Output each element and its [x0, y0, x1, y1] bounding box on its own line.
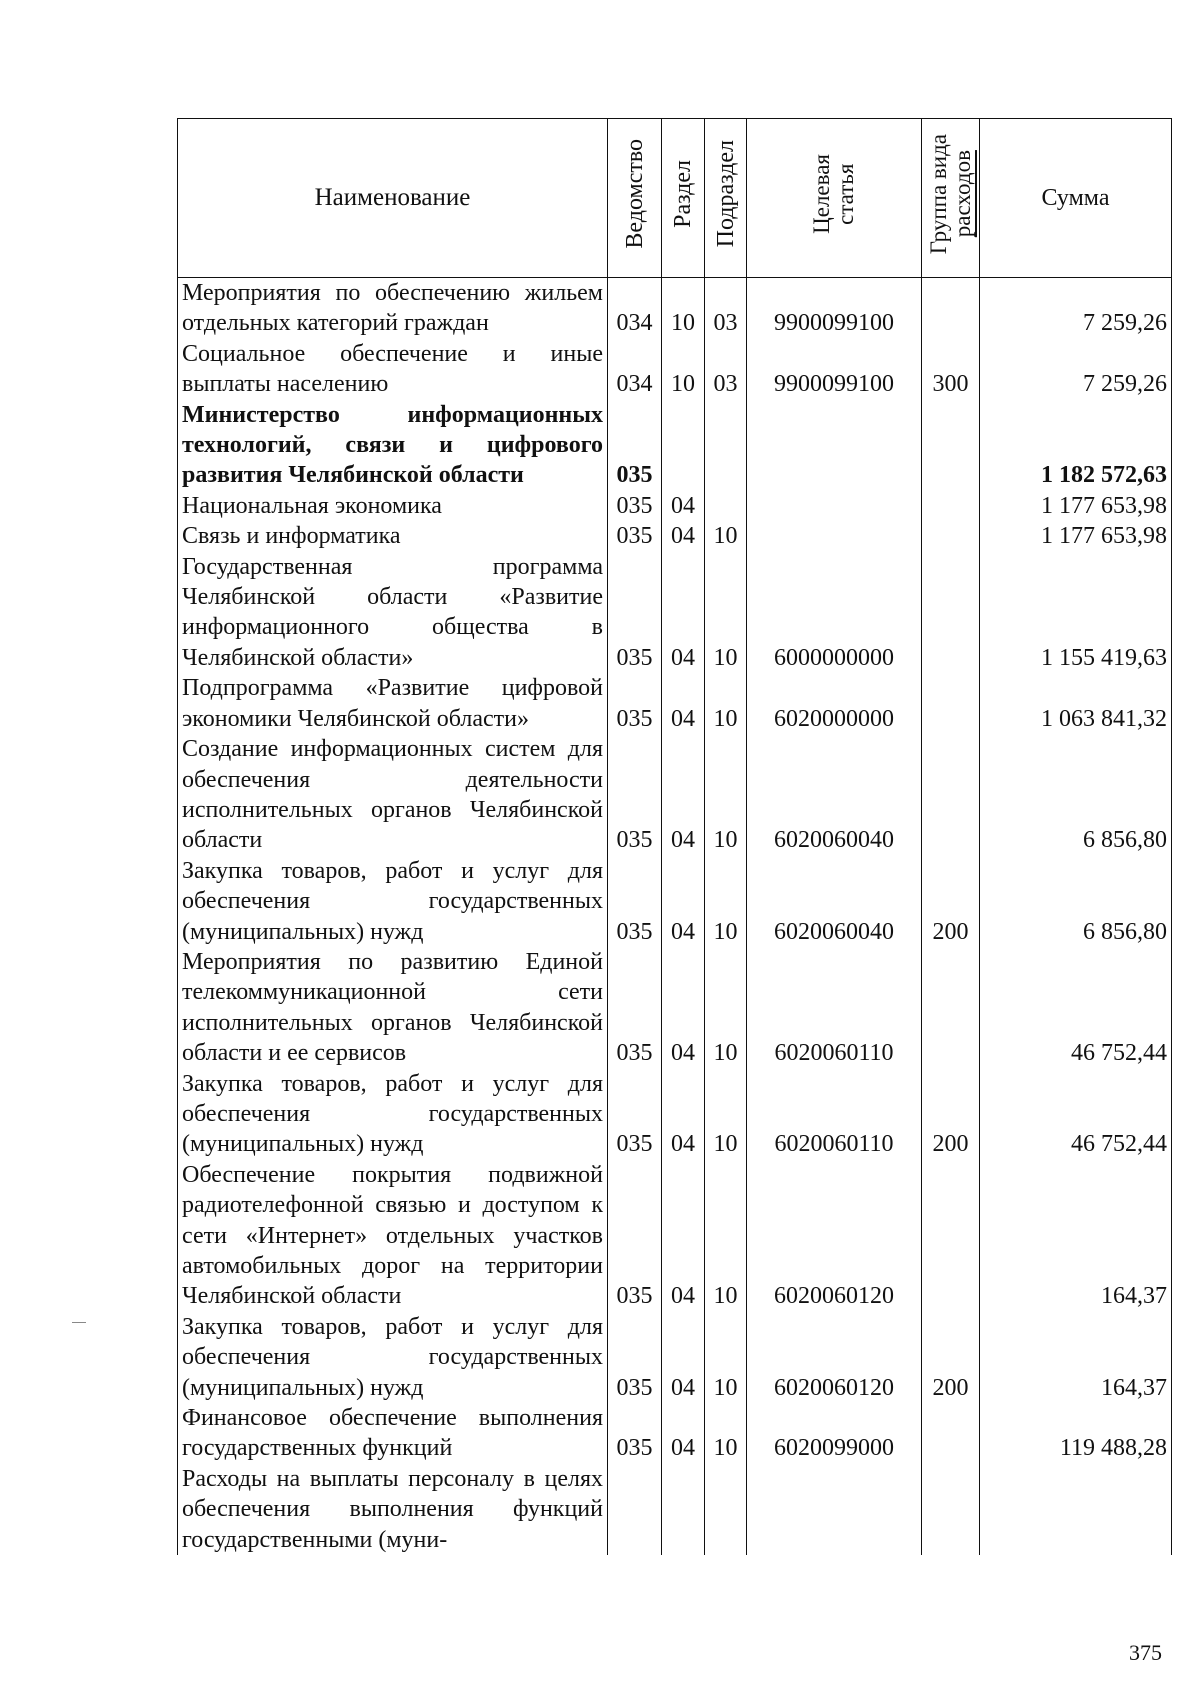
cell-section: 04	[662, 734, 705, 856]
header-section: Раздел	[662, 119, 705, 278]
cell-subsection: 10	[705, 1069, 747, 1160]
cell-name: Социальное обеспечение и иные выплаты населению	[178, 339, 608, 400]
cell-group	[922, 552, 980, 674]
cell-group	[922, 947, 980, 1069]
cell-sum: 164,37	[980, 1312, 1172, 1403]
cell-target: 6020099000	[747, 1403, 922, 1464]
header-sum: Сумма	[980, 119, 1172, 278]
cell-sum: 119 488,28	[980, 1403, 1172, 1464]
cell-name: Создание информационных систем для обеспечения деятельности исполнительных органов Челябинской области	[178, 734, 608, 856]
cell-name: Государственная программа Челябинской области «Развитие информационного общества в Челябинской области»	[178, 552, 608, 674]
cell-dept: 035	[608, 1160, 662, 1312]
cell-sum: 6 856,80	[980, 734, 1172, 856]
table-row	[178, 552, 1172, 674]
cell-dept: 034	[608, 339, 662, 400]
cell-dept: 035	[608, 1403, 662, 1464]
cell-dept: 035	[608, 1069, 662, 1160]
header-group	[922, 119, 980, 278]
cell-sum: 1 155 419,63	[980, 552, 1172, 674]
cell-name: Мероприятия по обеспечению жильем отдельных категорий граждан	[178, 278, 608, 339]
cell-sum: 1 063 841,32	[980, 673, 1172, 734]
cell-section: 04	[662, 1160, 705, 1312]
cell-sum: 1 177 653,98	[980, 491, 1172, 521]
cell-name: Национальная экономика	[178, 491, 608, 521]
cell-dept: 035	[608, 947, 662, 1069]
cell-group	[922, 734, 980, 856]
cell-dept: 035	[608, 1312, 662, 1403]
cell-target: 6020060120	[747, 1312, 922, 1403]
cell-target: 9900099100	[747, 339, 922, 400]
cell-dept: 035	[608, 673, 662, 734]
cell-target: 6020060040	[747, 856, 922, 947]
cell-target: 6020060110	[747, 947, 922, 1069]
cell-target: 6020060120	[747, 1160, 922, 1312]
cell-target	[747, 491, 922, 521]
cell-dept	[608, 1464, 662, 1555]
cell-sum: 7 259,26	[980, 278, 1172, 339]
cell-subsection: 10	[705, 1312, 747, 1403]
cell-name: Финансовое обеспечение выполнения государственных функций	[178, 1403, 608, 1464]
cell-name: Обеспечение покрытия подвижной радиотелефонной связью и доступом к сети «Интернет» отдельных участков автомобильных дорог на территории Челябинской области	[178, 1160, 608, 1312]
cell-group: 200	[922, 856, 980, 947]
cell-sum: 6 856,80	[980, 856, 1172, 947]
cell-subsection: 10	[705, 1403, 747, 1464]
cell-subsection: 10	[705, 1160, 747, 1312]
cell-subsection: 10	[705, 521, 747, 551]
cell-target: 6020060040	[747, 734, 922, 856]
cell-target	[747, 1464, 922, 1555]
cell-group	[922, 491, 980, 521]
cell-sum: 46 752,44	[980, 1069, 1172, 1160]
table-row	[178, 339, 1172, 400]
cell-subsection: 03	[705, 278, 747, 339]
cell-target: 6020000000	[747, 673, 922, 734]
cell-section: 04	[662, 552, 705, 674]
cell-name: Министерство информационных технологий, связи и цифрового развития Челябинской области	[178, 400, 608, 491]
cell-subsection: 10	[705, 673, 747, 734]
cell-subsection: 10	[705, 947, 747, 1069]
cell-dept: 035	[608, 400, 662, 491]
table-row	[178, 734, 1172, 856]
cell-name: Закупка товаров, работ и услуг для обеспечения государственных (муниципальных) нужд	[178, 1312, 608, 1403]
cell-subsection: 03	[705, 339, 747, 400]
table-row	[178, 400, 1172, 491]
cell-name: Подпрограмма «Развитие цифровой экономики Челябинской области»	[178, 673, 608, 734]
cell-dept: 035	[608, 491, 662, 521]
cell-section: 04	[662, 673, 705, 734]
cell-name: Связь и информатика	[178, 521, 608, 551]
table-row	[178, 1069, 1172, 1160]
table-row	[178, 1312, 1172, 1403]
cell-sum: 7 259,26	[980, 339, 1172, 400]
cell-group: 300	[922, 339, 980, 400]
cell-name: Расходы на выплаты персоналу в целях обеспечения выполнения функций государственными (муни-	[178, 1464, 608, 1555]
cell-section: 10	[662, 278, 705, 339]
cell-section: 04	[662, 521, 705, 551]
cell-target	[747, 400, 922, 491]
header-dept: Ведомство	[608, 119, 662, 278]
header-group-line2: расходов	[949, 150, 975, 238]
cell-dept: 034	[608, 278, 662, 339]
budget-table	[177, 118, 1172, 1555]
cell-subsection: 10	[705, 734, 747, 856]
cell-name: Закупка товаров, работ и услуг для обеспечения государственных (муниципальных) нужд	[178, 856, 608, 947]
table-row	[178, 1464, 1172, 1555]
header-name: Наименование	[178, 119, 608, 278]
cell-subsection: 10	[705, 552, 747, 674]
cell-section: 04	[662, 1403, 705, 1464]
header-group-line1: Группа вида	[925, 133, 951, 254]
cell-subsection	[705, 491, 747, 521]
table-row	[178, 521, 1172, 551]
cell-section: 04	[662, 947, 705, 1069]
cell-section: 04	[662, 1312, 705, 1403]
cell-dept: 035	[608, 552, 662, 674]
cell-section	[662, 1464, 705, 1555]
cell-sum	[980, 1464, 1172, 1555]
cell-section: 04	[662, 856, 705, 947]
cell-group	[922, 1403, 980, 1464]
cell-group	[922, 521, 980, 551]
header-target-line1: Целевая	[809, 153, 834, 234]
table-row	[178, 673, 1172, 734]
cell-subsection: 10	[705, 856, 747, 947]
margin-mark	[72, 1322, 86, 1323]
cell-group	[922, 1464, 980, 1555]
cell-target: 6000000000	[747, 552, 922, 674]
cell-subsection	[705, 1464, 747, 1555]
cell-group: 200	[922, 1312, 980, 1403]
cell-subsection	[705, 400, 747, 491]
table-row	[178, 491, 1172, 521]
page-number: 375	[1129, 1640, 1162, 1665]
cell-section: 04	[662, 1069, 705, 1160]
table-body	[178, 278, 1172, 1556]
table-row	[178, 278, 1172, 339]
cell-section	[662, 400, 705, 491]
header-subsection: Подраздел	[705, 119, 747, 278]
table-row	[178, 1403, 1172, 1464]
cell-section: 10	[662, 339, 705, 400]
table-row	[178, 947, 1172, 1069]
cell-dept: 035	[608, 521, 662, 551]
cell-dept: 035	[608, 734, 662, 856]
cell-target: 6020060110	[747, 1069, 922, 1160]
header-target	[747, 119, 922, 278]
cell-group	[922, 1160, 980, 1312]
cell-group: 200	[922, 1069, 980, 1160]
cell-target	[747, 521, 922, 551]
cell-group	[922, 400, 980, 491]
cell-section: 04	[662, 491, 705, 521]
cell-group	[922, 673, 980, 734]
cell-target: 9900099100	[747, 278, 922, 339]
cell-sum: 1 182 572,63	[980, 400, 1172, 491]
table-row	[178, 856, 1172, 947]
cell-dept: 035	[608, 856, 662, 947]
cell-name: Закупка товаров, работ и услуг для обеспечения государственных (муниципальных) нужд	[178, 1069, 608, 1160]
cell-sum: 1 177 653,98	[980, 521, 1172, 551]
cell-name: Мероприятия по развитию Единой телекоммуникационной сети исполнительных органов Челябинской области и ее сервисов	[178, 947, 608, 1069]
header-target-line2: статья	[833, 163, 858, 225]
cell-sum: 46 752,44	[980, 947, 1172, 1069]
cell-group	[922, 278, 980, 339]
table-header	[178, 119, 1172, 278]
cell-sum: 164,37	[980, 1160, 1172, 1312]
table-row	[178, 1160, 1172, 1312]
